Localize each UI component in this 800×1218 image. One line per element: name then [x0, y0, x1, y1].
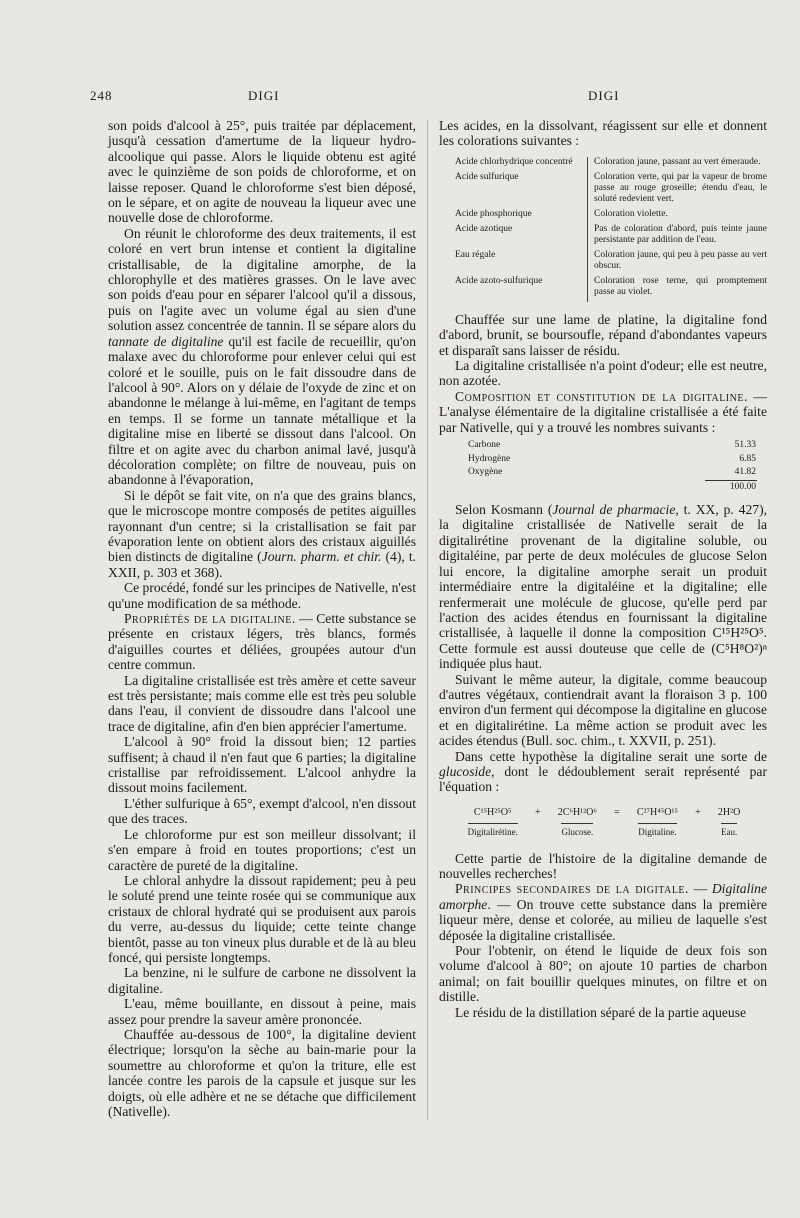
column-divider	[427, 120, 428, 1120]
table-row: Hydrogène 6.85	[468, 453, 756, 464]
page-number: 248	[90, 88, 113, 103]
paragraph: Dans cette hypothèse la digitaline serait une sorte de glucoside, dont le dédoublement serait représenté par l'équation :	[439, 748, 767, 795]
paragraph: L'eau, même bouillante, en dissout à peine, mais assez pour prendre la saveur amère prononcée.	[108, 996, 416, 1027]
paragraph: Le chloroforme pur est son meilleur dissolvant; il s'en empare à froid en toutes proportions; c'est un caractère de pureté de la digitaline.	[108, 826, 416, 873]
acid-reactions-table	[439, 157, 767, 302]
paragraph: Selon Kosmann (Journal de pharmacie, t. XX, p. 427), la digitaline cristallisée de Nativelle serait de la digitalirétine provenant de la digitaline soluble, ou digitaléine, par perte de deux molécules de glucose Selon lui encore, la digitaline amorphe serait un produit intermédiaire entre la digitaléine et la digitaline; elle renfermerait une molécule de glucose, qu'elle perd par l'action des acides étendus en fournissant la digitaline cristallisée, à laquelle il donne la composition C¹⁵H²⁵O⁵. Cette formule est aussi douteuse que celle de (C⁵H⁸O²)ⁿ indiquée plus haut.	[439, 502, 767, 672]
citation: Journal de pharmacie	[552, 502, 676, 518]
section-heading: Propriétés de la digitaline.	[124, 611, 296, 626]
left-running-title: DIGI	[248, 88, 280, 103]
table-row: Acide phosphorique Coloration violette.	[439, 209, 767, 224]
paragraph: Le chloral anhydre la dissout rapidement; peu à peu le soluté prend une teinte rosée qui se communique aux cristaux de chloral hydraté qui se produisent aux parois du verre, au-dessus du liquide; cette teinte change bientôt, passe au ton vineux plus durable et de là au bleu foncé, qui persiste longtemps.	[108, 872, 416, 965]
emphasis: glucoside	[439, 763, 492, 779]
paragraph: Suivant le même auteur, la digitale, comme beaucoup d'autres végétaux, contiendrait avant la floraison 3 p. 100 environ d'un ferment qui décompose la digitaline en glucose et en digitalirétine. La même action se produit avec les acides étendus (Bull. soc. chim., t. XXVII, p. 251).	[439, 671, 767, 749]
paragraph: L'éther sulfurique à 65°, exempt d'alcool, n'en dissout que des traces.	[108, 795, 416, 827]
paragraph: La digitaline cristallisée est très amère et cette saveur est très persistante; mais comme elle est très peu soluble dans l'eau, il convient de dissoudre dans l'alcool une trace de digitaline, afin d'en bien apprécier l'amertume.	[108, 672, 416, 734]
table-row: Oxygène 41.82	[468, 467, 756, 478]
right-running-title: DIGI	[588, 88, 620, 103]
paragraph: La digitaline cristallisée n'a point d'odeur; elle est neutre, non azotée.	[439, 358, 767, 389]
table-row: Acide azoto-sulfurique Coloration rose terne, qui promptement passe au violet.	[439, 276, 767, 302]
section-paragraph: Propriétés de la digitaline. — Cette substance se présente en cristaux légers, très blancs, formés d'aiguilles courtes et déliées, groupées autour d'un centre commun.	[108, 611, 416, 673]
paragraph: Chauffée au-dessous de 100°, la digitaline devient électrique; lorsqu'on la sèche au bain-marie pour la soumettre au chloroforme et qu'on la triture, elle est lancée contre les parois de la capsule et jusque sur les doigts, où elle adhère et ne se détache que difficilement (Nativelle).	[108, 1026, 416, 1119]
paragraph: Ce procédé, fondé sur les principes de Nativelle, n'est qu'une modification de sa méthode.	[108, 580, 416, 611]
paragraph: La benzine, ni le sulfure de carbone ne dissolvent la digitaline.	[108, 965, 416, 996]
paragraph: Si le dépôt se fait vite, on n'a que des grains blancs, que le microscope montre composés de petites aiguilles rayonnant d'un centre; si la cristallisation se fait par évaporation lente on obtient alors des cristaux aiguillés bien distincts de digitaline (Journ. pharm. et chir. (4), t. XXII, p. 303 et 368).	[108, 487, 416, 580]
section-paragraph: Principes secondaires de la digitale. — Digitaline amorphe. — On trouve cette substance dans la première liqueur mère, dense et colorée, au milieu de laquelle s'est déposée la digitaline cristallisée.	[439, 881, 767, 943]
paragraph: Les acides, en la dissolvant, réagissent sur elle et donnent les colorations suivantes :	[439, 118, 767, 149]
paragraph: Le résidu de la distillation séparé de la partie aqueuse	[455, 1004, 747, 1020]
table-row: Carbone 51.33	[468, 440, 756, 451]
table-row: Acide azotique Pas de coloration d'abord, puis teinte jaune persistante par addition de l'eau.	[439, 224, 767, 250]
paragraph: son poids d'alcool à 25°, puis traitée par déplacement, jusqu'à cessation d'amertume de la liqueur hydro-alcoolique qui passe. Alors le liquide obtenu est agité avec le quinzième de son poids de chloroforme, et on laisse reposer. Quand le chloroforme s'est bien déposé, on le sépare, et on agite de nouveau la liqueur avec une nouvelle dose de chloroforme.	[108, 118, 416, 226]
table-row: Eau régale Coloration jaune, qui peu à peu passe au vert obscur.	[439, 250, 767, 276]
paragraph: Pour l'obtenir, on étend le liquide de deux fois son volume d'alcool à 80°; on ajoute 10 parties de charbon animal; on fait bouillir quelques minutes, on filtre et on distille.	[439, 943, 767, 1005]
right-column	[439, 118, 767, 1020]
table-row: Acide chlorhydrique concentré Coloration jaune, passant au vert émeraude.	[439, 157, 767, 172]
paragraph: Chauffée sur une lame de platine, la digitaline fond d'abord, brunit, se boursoufle, répand d'abondantes vapeurs et disparaît sans laisser de résidu.	[439, 311, 767, 358]
composition-table	[467, 439, 757, 494]
paragraph: Cette partie de l'histoire de la digitaline demande de nouvelles recherches!	[439, 850, 767, 881]
left-column	[108, 118, 416, 1119]
section-paragraph: Composition et constitution de la digitaline. — L'analyse élémentaire de la digitaline cristallisée a été faite par Nativelle, qui y a trouvé les nombres suivants :	[439, 388, 767, 435]
emphasis: tannate de digitaline	[108, 333, 224, 349]
paragraph: On réunit le chloroforme des deux traitements, il est coloré en vert brun intense et contient la digitaline cristallisable, de la digitaline amorphe, de la chlorophylle et des matières grasses. On le lave avec son poids d'eau pour en séparer l'alcool qu'il a dissous, puis on l'agite avec un volume égal au sien d'une solution assez concentrée de tannin. Il se sépare alors du tannate de digitaline qu'il est facile de recueillir, qu'on malaxe avec du chloroforme pour enlever celui qui est coloré et le souille, puis on le fait dissoudre dans de l'alcool à 90°. Alors on y délaie de l'oxyde de zinc et on abandonne le mélange à lui-même, en l'agitant de temps en temps. Il se forme un tannate métallique et la digitaline mise en liberté se dissout dans l'alcool. On filtre et on agite avec du charbon animal lavé, jusqu'à décoloration complète; on filtre de nouveau, puis on abandonne à l'évaporation,	[108, 225, 417, 488]
page-header	[0, 88, 800, 108]
emphasis: Digitaline amorphe	[439, 881, 767, 912]
citation: Journ. pharm. et chir.	[261, 549, 382, 565]
table-total-row: 100.00	[467, 480, 757, 494]
chemical-equation: C¹⁵H²⁵O⁵ Digitalirétine. + 2C⁶H¹²O⁶ Glucose. = C²⁷H⁴⁵O¹⁵ Digitaline. + 2H²O Eau.	[459, 805, 749, 841]
table-row: Acide sulfurique Coloration verte, qui par la vapeur de brome passe au rouge groseille; étendu d'eau, le soluté redevient vert.	[439, 172, 767, 209]
section-heading: Composition et constitution de la digitaline.	[455, 388, 748, 404]
section-heading: Principes secondaires de la digitale.	[455, 881, 689, 897]
paragraph: L'alcool à 90° froid la dissout bien; 12 parties suffisent; à chaud il n'en faut que 6 parties; la digitaline cristallise par refroidissement. L'alcool anhydre la dissout moins facilement.	[108, 734, 416, 796]
